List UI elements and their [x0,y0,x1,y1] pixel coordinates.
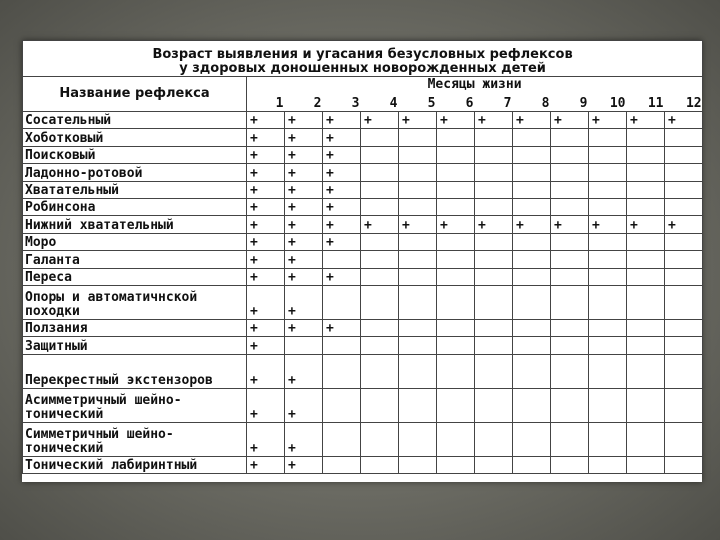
presence-mark [551,181,589,198]
presence-mark: + [285,268,323,285]
presence-mark: + [361,112,399,129]
presence-mark: + [437,216,475,233]
presence-mark: + [323,198,361,215]
presence-mark [361,146,399,163]
presence-mark: + [247,354,285,388]
presence-mark [551,268,589,285]
presence-mark [513,354,551,388]
table-row [23,216,703,233]
reflex-name: Переса [23,268,247,285]
presence-mark [513,164,551,181]
reflex-name: Ползания [23,319,247,336]
presence-mark: + [437,112,475,129]
presence-mark [513,129,551,146]
presence-mark [589,337,627,354]
reflex-name: Симметричный шейно-тонический [23,422,247,456]
reflex-name: Ладонно-ротовой [23,164,247,181]
presence-mark [437,319,475,336]
presence-mark: + [247,319,285,336]
presence-mark [399,388,437,422]
presence-mark [323,422,361,456]
table-row [23,422,703,456]
month-number: 5 [399,92,437,112]
presence-mark: + [285,112,323,129]
presence-mark [361,422,399,456]
presence-mark [627,233,665,250]
presence-mark: + [323,233,361,250]
presence-mark: + [285,129,323,146]
presence-mark: + [247,181,285,198]
presence-mark [627,285,665,319]
presence-mark [361,164,399,181]
presence-mark: + [285,164,323,181]
presence-mark [665,164,703,181]
table-row [23,388,703,422]
presence-mark [399,198,437,215]
presence-mark: + [285,422,323,456]
presence-mark [399,164,437,181]
presence-mark: + [285,146,323,163]
presence-mark [437,129,475,146]
presence-mark [475,251,513,268]
presence-mark: + [247,422,285,456]
reflex-name: Нижний хватательный [23,216,247,233]
month-number: 6 [437,92,475,112]
presence-mark [589,268,627,285]
presence-mark: + [285,285,323,319]
presence-mark [437,181,475,198]
presence-mark [665,129,703,146]
presence-mark [665,388,703,422]
presence-mark [513,319,551,336]
presence-mark: + [247,146,285,163]
table-row [23,285,703,319]
presence-mark: + [247,129,285,146]
presence-mark [361,456,399,473]
presence-mark [589,456,627,473]
presence-mark [627,251,665,268]
presence-mark: + [285,198,323,215]
reflex-name: Асимметричный шейно-тонический [23,388,247,422]
presence-mark [627,319,665,336]
presence-mark: + [627,112,665,129]
presence-mark [665,251,703,268]
presence-mark [627,164,665,181]
presence-mark [513,251,551,268]
presence-mark: + [323,112,361,129]
presence-mark [665,198,703,215]
presence-mark [589,146,627,163]
table-row [23,268,703,285]
presence-mark [361,354,399,388]
presence-mark: + [247,198,285,215]
presence-mark: + [665,112,703,129]
presence-mark [513,456,551,473]
table-row [23,337,703,354]
presence-mark [627,268,665,285]
presence-mark [361,129,399,146]
presence-mark: + [285,251,323,268]
presence-mark [399,233,437,250]
presence-mark [665,354,703,388]
presence-mark [437,268,475,285]
presence-mark [513,198,551,215]
presence-mark [627,181,665,198]
presence-mark [627,456,665,473]
month-number: 3 [323,92,361,112]
presence-mark [361,285,399,319]
presence-mark [627,146,665,163]
presence-mark [627,354,665,388]
presence-mark [361,198,399,215]
table-row [23,198,703,215]
column-header-reflex-name: Название рефлекса [23,77,247,112]
reflex-name: Моро [23,233,247,250]
presence-mark [551,129,589,146]
table-row [23,233,703,250]
presence-mark [665,181,703,198]
presence-mark [475,181,513,198]
presence-mark: + [627,216,665,233]
presence-mark [665,337,703,354]
presence-mark: + [361,216,399,233]
presence-mark: + [323,268,361,285]
presence-mark [437,164,475,181]
presence-mark: + [551,112,589,129]
presence-mark [361,181,399,198]
presence-mark: + [323,319,361,336]
presence-mark: + [323,164,361,181]
presence-mark [475,146,513,163]
presence-mark [475,268,513,285]
reflex-name: Хоботковый [23,129,247,146]
month-number: 7 [475,92,513,112]
presence-mark [589,354,627,388]
presence-mark [399,422,437,456]
presence-mark [551,233,589,250]
presence-mark: + [323,129,361,146]
presence-mark [361,251,399,268]
presence-mark [399,146,437,163]
reflex-name: Хватательный [23,181,247,198]
presence-mark [551,388,589,422]
month-number: 2 [285,92,323,112]
presence-mark [551,164,589,181]
presence-mark: + [475,112,513,129]
table-title [23,41,703,77]
presence-mark: + [285,181,323,198]
presence-mark [437,233,475,250]
presence-mark: + [285,456,323,473]
month-number: 1 [247,92,285,112]
presence-mark [665,146,703,163]
presence-mark [475,422,513,456]
presence-mark [589,388,627,422]
presence-mark: + [399,112,437,129]
presence-mark: + [247,112,285,129]
presence-mark [285,337,323,354]
presence-mark [323,337,361,354]
table-row [23,354,703,388]
reflex-name: Защитный [23,337,247,354]
presence-mark [551,354,589,388]
title-line-2: у здоровых доношенных новорожденных детей [179,61,546,76]
presence-mark: + [589,216,627,233]
presence-mark: + [247,285,285,319]
presence-mark [627,388,665,422]
presence-mark [513,181,551,198]
presence-mark [513,337,551,354]
presence-mark [513,422,551,456]
table-row [23,164,703,181]
month-number: 9 [551,92,589,112]
presence-mark [665,285,703,319]
presence-mark [551,422,589,456]
presence-mark [437,388,475,422]
reflex-name: Галанта [23,251,247,268]
presence-mark [589,129,627,146]
presence-mark [399,251,437,268]
presence-mark [361,388,399,422]
presence-mark: + [475,216,513,233]
table-row [23,456,703,473]
presence-mark [551,319,589,336]
presence-mark [589,198,627,215]
reflex-name: Тонический лабиринтный [23,456,247,473]
presence-mark: + [247,337,285,354]
presence-mark: + [247,216,285,233]
presence-mark [475,337,513,354]
presence-mark [551,337,589,354]
presence-mark [437,456,475,473]
table-row [23,181,703,198]
presence-mark: + [247,233,285,250]
presence-mark: + [247,268,285,285]
presence-mark [513,233,551,250]
presence-mark: + [551,216,589,233]
presence-mark [551,251,589,268]
presence-mark [323,388,361,422]
month-number: 4 [361,92,399,112]
presence-mark [627,129,665,146]
reflex-name: Поисковый [23,146,247,163]
document-sheet [22,40,702,482]
presence-mark [437,251,475,268]
presence-mark [665,319,703,336]
presence-mark [437,146,475,163]
presence-mark [323,354,361,388]
table-row [23,112,703,129]
presence-mark [399,268,437,285]
presence-mark [589,233,627,250]
presence-mark: + [399,216,437,233]
month-number: 11 [627,92,665,112]
presence-mark: + [513,112,551,129]
presence-mark [627,422,665,456]
presence-mark [665,456,703,473]
presence-mark [399,319,437,336]
presence-mark [665,268,703,285]
presence-mark [399,129,437,146]
presence-mark: + [247,251,285,268]
presence-mark [589,285,627,319]
presence-mark: + [247,456,285,473]
presence-mark: + [247,388,285,422]
presence-mark: + [285,388,323,422]
reflex-name: Сосательный [23,112,247,129]
presence-mark [551,198,589,215]
presence-mark [475,319,513,336]
table-row [23,146,703,163]
presence-mark [551,146,589,163]
presence-mark [665,233,703,250]
presence-mark [513,285,551,319]
month-number: 8 [513,92,551,112]
presence-mark [399,337,437,354]
reflex-name: Опоры и автоматичнской походки [23,285,247,319]
presence-mark [323,456,361,473]
presence-mark [589,164,627,181]
title-line-1: Возраст выявления и угасания безусловных рефлексов [152,47,573,62]
presence-mark: + [589,112,627,129]
presence-mark [323,251,361,268]
presence-mark [551,456,589,473]
presence-mark [437,354,475,388]
presence-mark [513,268,551,285]
column-header-months: Месяцы жизни [247,77,703,92]
presence-mark: + [665,216,703,233]
reflex-name: Перекрестный экстензоров [23,354,247,388]
presence-mark [437,285,475,319]
presence-mark [475,129,513,146]
presence-mark [399,354,437,388]
presence-mark [399,456,437,473]
presence-mark: + [247,164,285,181]
presence-mark [665,422,703,456]
presence-mark [437,422,475,456]
presence-mark [475,285,513,319]
presence-mark [589,181,627,198]
reflex-table [22,40,703,474]
table-row [23,319,703,336]
month-number: 10 [589,92,627,112]
presence-mark: + [285,319,323,336]
presence-mark [475,354,513,388]
presence-mark [475,198,513,215]
table-row [23,129,703,146]
presence-mark: + [323,216,361,233]
presence-mark [513,388,551,422]
presence-mark [551,285,589,319]
table-row [23,251,703,268]
presence-mark [627,337,665,354]
presence-mark [399,285,437,319]
presence-mark [513,146,551,163]
presence-mark [361,233,399,250]
presence-mark [361,319,399,336]
month-number: 12 [665,92,703,112]
presence-mark [627,198,665,215]
presence-mark: + [285,233,323,250]
presence-mark [361,337,399,354]
presence-mark [475,388,513,422]
reflex-name: Робинсона [23,198,247,215]
presence-mark [475,456,513,473]
presence-mark [323,285,361,319]
presence-mark [437,337,475,354]
presence-mark [589,251,627,268]
presence-mark [475,233,513,250]
presence-mark [361,268,399,285]
presence-mark: + [285,216,323,233]
presence-mark [437,198,475,215]
presence-mark [399,181,437,198]
presence-mark [589,422,627,456]
presence-mark [589,319,627,336]
presence-mark [475,164,513,181]
presence-mark: + [323,146,361,163]
presence-mark: + [285,354,323,388]
presence-mark: + [323,181,361,198]
presence-mark: + [513,216,551,233]
